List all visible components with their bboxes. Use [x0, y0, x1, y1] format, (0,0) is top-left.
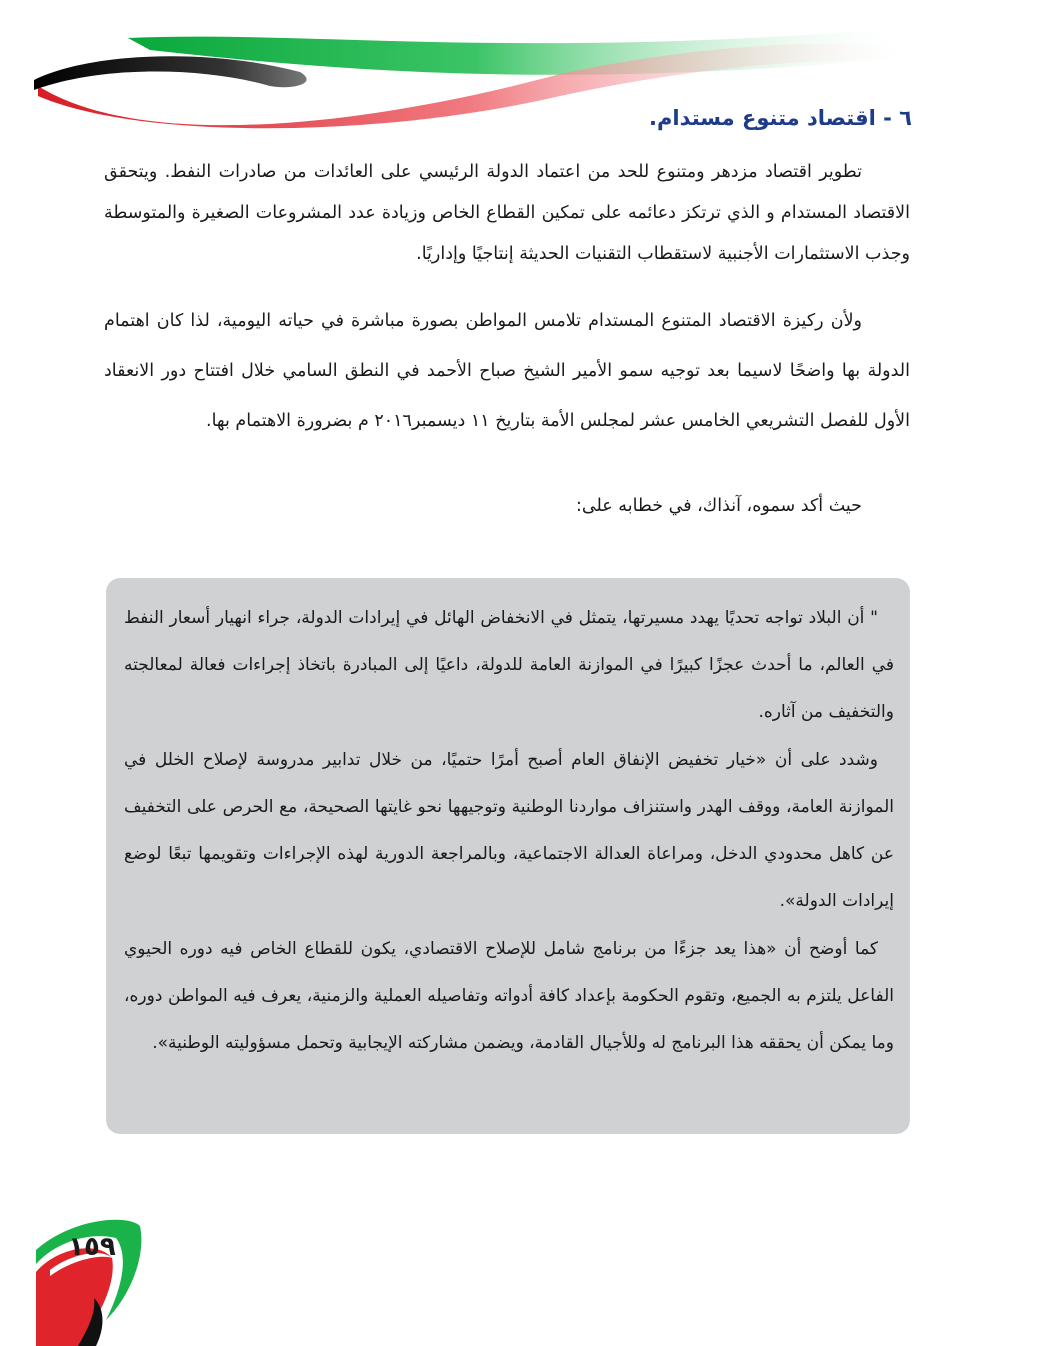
page-number: ١٥٩ — [68, 1232, 116, 1262]
paragraph-state-attention: ولأن ركيزة الاقتصاد المتنوع المستدام تلامس المواطن بصورة مباشرة في حياته اليومية، لذا كان اهتمام الدولة بها واضحًا لاسيما بعد توجيه سمو الأمير الشيخ صباح الأحمد في النطق السامي خلال افتتاح دور الانعقاد الأول للفصل التشريعي الخامس عشر لمجلس الأمة بتاريخ ١١ ديسمبر٢٠١٦ م بضرورة الاهتمام بها. — [104, 311, 910, 431]
quote-paragraph: كما أوضح أن «هذا يعد جزءًا من برنامج شامل للإصلاح الاقتصادي، يكون للقطاع الخاص فيه دوره الحيوي الفاعل يلتزم به الجميع، وتقوم الحكومة بإعداد كافة أدواته وتفاصيله العملية والزمنية، يعرف فيه المواطن دوره، وما يمكن أن يحققه هذا البرنامج له وللأجيال القادمة، ويضمن مشاركته الإيجابية وتحمل مسؤوليته الوطنية». — [124, 939, 894, 1053]
paragraph-economy-intro: تطوير اقتصاد مزدهر ومتنوع للحد من اعتماد الدولة الرئيسي على العائدات من صادرات النفط. ويتحقق الاقتصاد المستدام و الذي ترتكز دعائمه على تمكين القطاع الخاص وزيادة عدد المشروعات الصغيرة والمتوسطة وجذب الاستثمارات الأجنبية لاستقطاب التقنيات الحديثة إنتاجيًا وإداريًا. — [104, 162, 910, 264]
quote-paragraph: وشدد على أن «خيار تخفيض الإنفاق العام أصبح أمرًا حتميًا، من خلال تدابير مدروسة لإصلاح الخلل في الموازنة العامة، ووقف الهدر واستنزاف مواردنا الوطنية وتوجيهها نحو غايتها الصحيحة، مع الحرص على التخفيف عن كاهل محدودي الدخل، ومراعاة العدالة الاجتماعية، وبالمراجعة الدورية لهذه الإجراءات وتقويمها تبعًا لوضع إيرادات الدولة». — [124, 750, 894, 911]
paragraph-speech-lead: حيث أكد سموه، آنذاك، في خطابه على: — [576, 496, 862, 516]
section-heading: ٦ - اقتصاد متنوع مستدام. — [649, 106, 912, 130]
quote-paragraph: " أن البلاد تواجه تحديًا يهدد مسيرتها، يتمثل في الانخفاض الهائل في إيرادات الدولة، جراء انهيار أسعار النفط في العالم، ما أحدث عجزًا كبيرًا في الموازنة العامة للدولة، داعيًا إلى المبادرة باتخاذ إجراءات فعالة لمعالجته والتخفيف من آثاره. — [124, 608, 894, 722]
